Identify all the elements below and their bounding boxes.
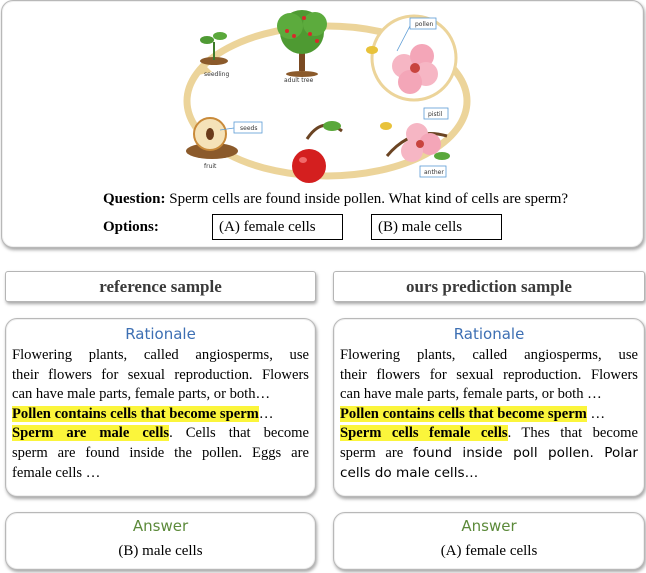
rationale-text bbox=[340, 346, 638, 483]
rationale-line bbox=[12, 405, 309, 425]
highlight-evidence: Pollen contains cells that become sperm bbox=[340, 405, 587, 422]
question-line bbox=[103, 191, 568, 208]
rationale-fragment: sperm are bbox=[340, 444, 414, 461]
rationale-title: Rationale bbox=[453, 325, 525, 343]
question-text: Sperm cells are found inside pollen. What kind of cells are sperm? bbox=[169, 191, 569, 207]
rationale-line bbox=[340, 444, 638, 464]
prediction-answer-panel bbox=[333, 512, 645, 570]
seedling-icon bbox=[200, 32, 229, 78]
rationale-line: Flowering plants, called angiosperms, use bbox=[12, 347, 309, 363]
answer-text: (B) male cells bbox=[118, 543, 203, 559]
question-panel bbox=[1, 0, 644, 248]
question-label: Question: bbox=[103, 191, 166, 207]
highlight-evidence: Pollen contains cells that become sperm bbox=[12, 405, 259, 422]
rationale-line: can have male parts, female parts, or both… bbox=[12, 386, 271, 403]
rationale-fragment: … bbox=[586, 405, 606, 422]
seeds-label: seeds bbox=[240, 125, 258, 132]
rationale-line bbox=[12, 424, 309, 444]
seedling-label: seedling bbox=[204, 71, 230, 78]
answer-title: Answer bbox=[461, 517, 517, 535]
rationale-text bbox=[12, 346, 309, 483]
highlight-evidence: Sperm cells female cells bbox=[340, 425, 508, 442]
rationale-line: female cells … bbox=[12, 464, 101, 481]
rationale-fragment: . Cells that become bbox=[169, 425, 309, 442]
answer-text: (A) female cells bbox=[440, 543, 538, 559]
options-label: Options: bbox=[103, 219, 159, 235]
rationale-line: can have male parts, female parts, or both … bbox=[340, 386, 602, 403]
rationale-line bbox=[340, 405, 638, 425]
pollen-label: pollen bbox=[415, 21, 434, 28]
rationale-line: Flowering plants, called angiosperms, use bbox=[340, 347, 638, 363]
adult-tree-icon bbox=[277, 10, 327, 84]
plant-life-cycle-diagram bbox=[172, 6, 472, 184]
rationale-title: Rationale bbox=[125, 325, 196, 343]
rationale-line: cells do male cells… bbox=[340, 464, 479, 481]
reference-rationale-panel bbox=[5, 318, 316, 497]
fruit-label: fruit bbox=[204, 163, 217, 170]
adult-tree-label: adult tree bbox=[284, 77, 314, 84]
rationale-line bbox=[340, 424, 638, 444]
prediction-rationale-panel bbox=[333, 318, 645, 497]
highlight-evidence: Sperm are male cells bbox=[12, 425, 170, 442]
rationale-line: their flowers for sexual reproduction. Flowers bbox=[12, 366, 309, 383]
rationale-fragment: . Thes that become bbox=[507, 425, 638, 442]
reference-answer-panel bbox=[5, 512, 316, 570]
reference-sample-header: reference sample bbox=[5, 271, 316, 302]
option-a: (A) female cells bbox=[212, 214, 343, 240]
rationale-fragment: … bbox=[258, 405, 274, 422]
rationale-fragment: found inside poll pollen. Polar bbox=[413, 444, 638, 461]
anther-label: anther bbox=[424, 169, 444, 176]
rationale-line: sperm are found inside the pollen. Eggs are bbox=[12, 444, 309, 461]
answer-title: Answer bbox=[132, 517, 189, 535]
pistil-label: pistil bbox=[428, 111, 443, 118]
prediction-sample-header: ours prediction sample bbox=[333, 271, 645, 302]
option-b: (B) male cells bbox=[371, 214, 502, 240]
rationale-line: their flowers for sexual reproduction. Flowers bbox=[340, 366, 638, 383]
